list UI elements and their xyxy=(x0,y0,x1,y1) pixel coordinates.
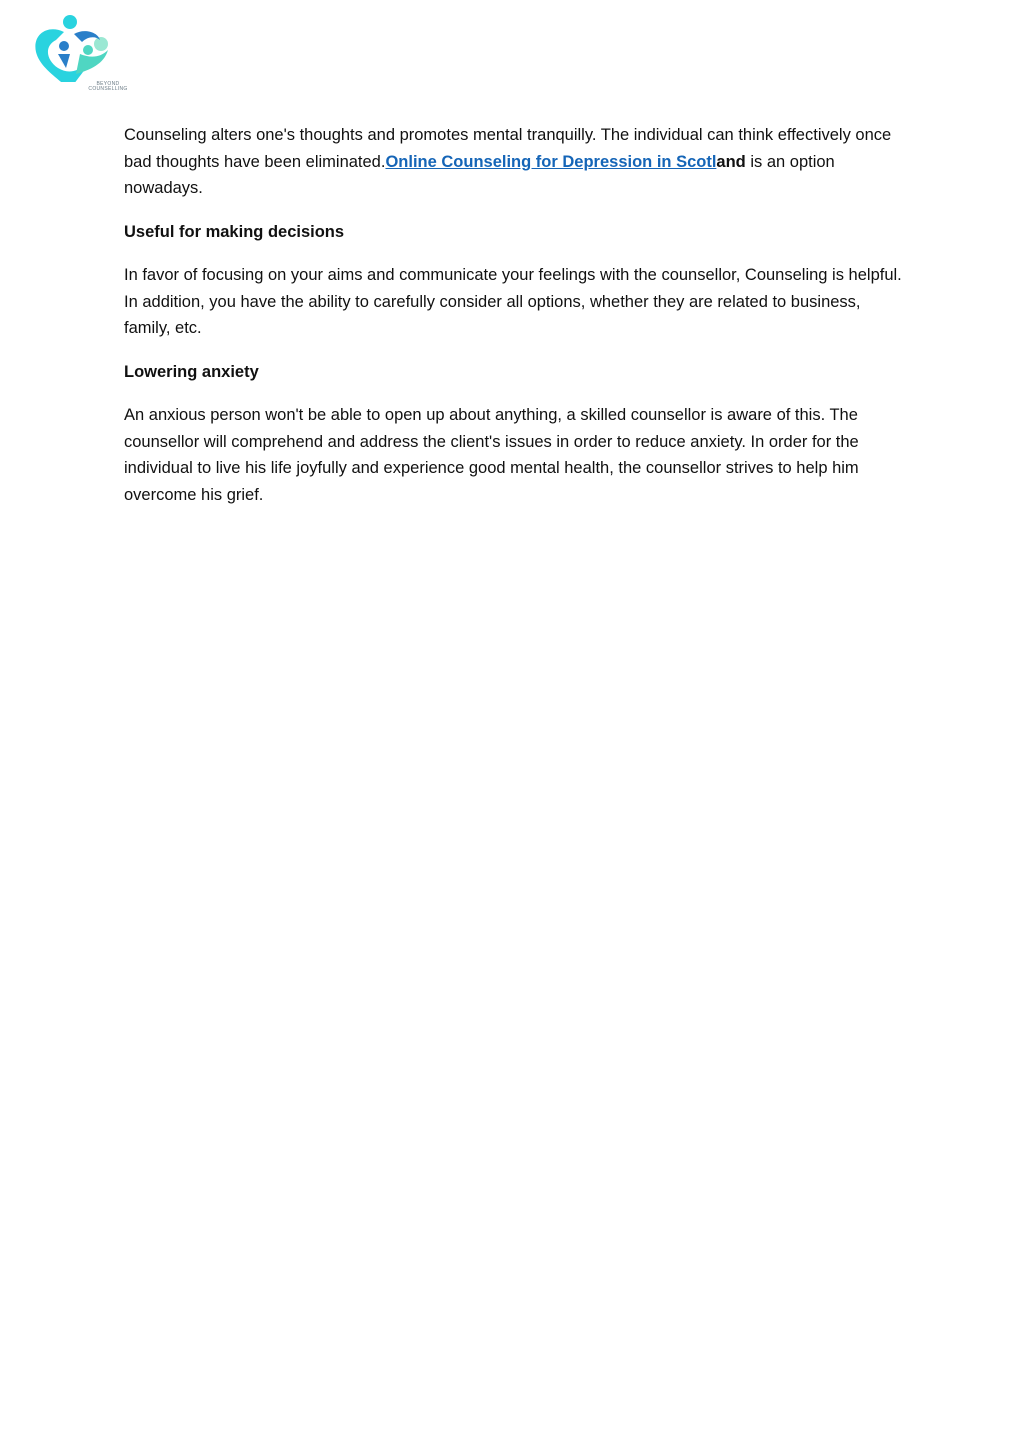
paragraph-anxiety: An anxious person won't be able to open up about anything, a skilled counsellor is aware of this. The counsellor will comprehend and address the client's issues in order to reduce anxiety. In order for the individual to live his life joyfully and experience good mental health, the counsellor strives to help him overcome his grief. xyxy=(124,406,859,504)
depression-counseling-link[interactable]: Online Counseling for Depression in Scotl xyxy=(385,152,717,171)
heading-anxiety: Lowering anxiety xyxy=(124,362,259,381)
logo-brand-text xyxy=(70,82,146,92)
intro-text-end: is an option nowadays. xyxy=(124,152,835,197)
heading-decisions: Useful for making decisions xyxy=(124,222,345,241)
document-body xyxy=(124,122,904,525)
intro-text: Counseling alters one's thoughts and promotes mental tranquilly. The individual can think effectively once bad thoughts have been eliminated. xyxy=(124,126,892,171)
logo-brand-line-1: BEYOND xyxy=(96,81,120,87)
counselling-heart-logo-icon xyxy=(28,12,118,82)
brand-logo xyxy=(28,12,128,94)
intro-paragraph xyxy=(124,122,904,202)
paragraph-decisions: In favor of focusing on your aims and communicate your feelings with the counsellor, Counseling is helpful. In addition, you have the ability to carefully consider all options, whether they are related to business, family, etc. xyxy=(124,266,902,337)
intro-bold-suffix: and xyxy=(716,152,746,171)
logo-brand-line-2: COUNSELLING xyxy=(88,86,128,92)
